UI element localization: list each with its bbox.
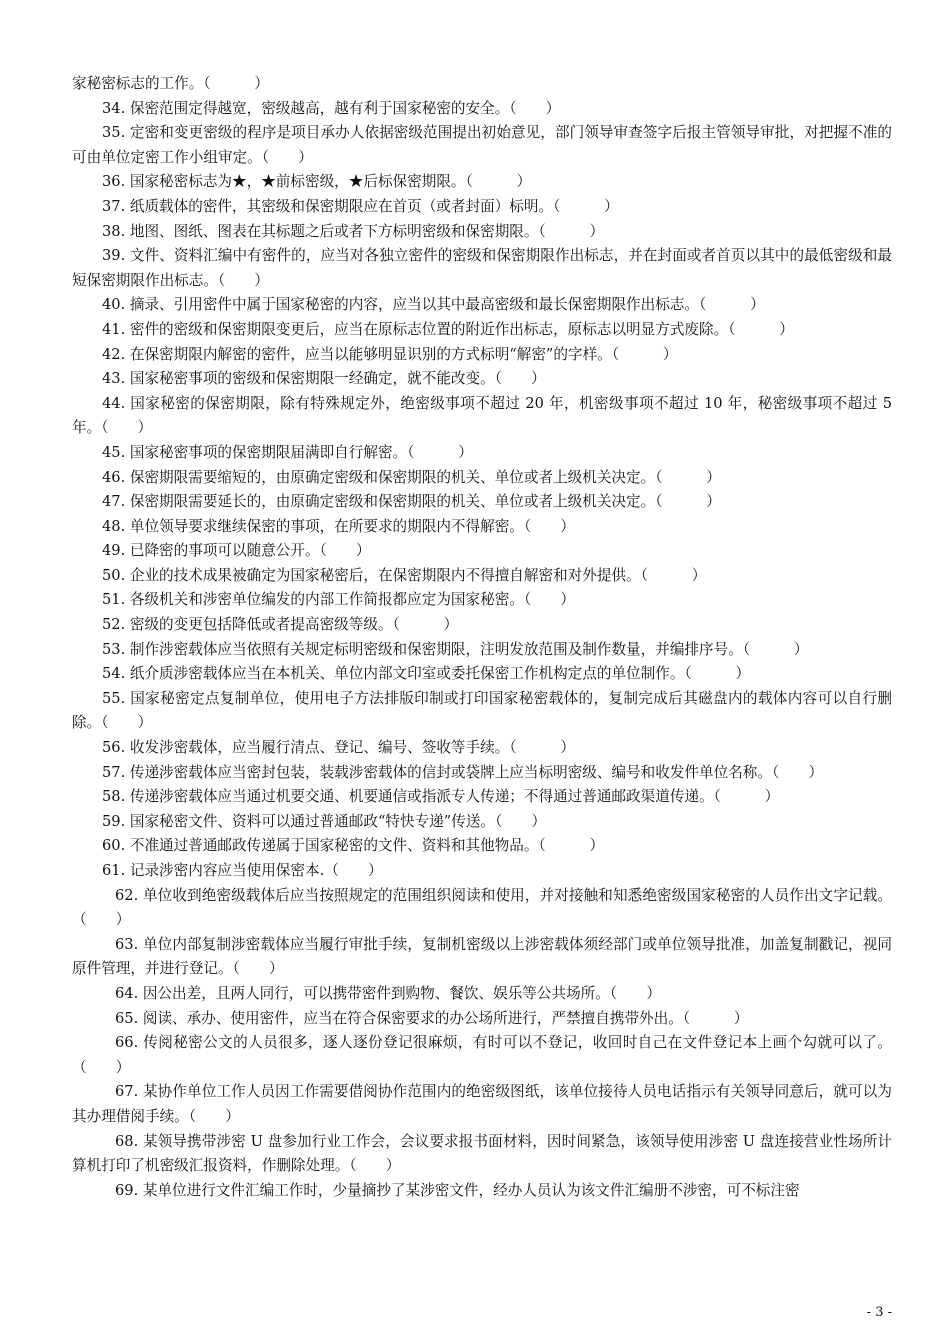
page-number: - 3 - — [866, 1305, 892, 1320]
question-66: 66. 传阅秘密公文的人员很多，逐人逐份登记很麻烦，有时可以不登记，收回时自己在文件登记本上画个勾就可以了。（ ） — [72, 1034, 892, 1076]
question-40: 40. 摘录、引用密件中属于国家秘密的内容，应当以其中最高密级和最长保密期限作出标志。（ ） — [102, 296, 765, 314]
question-68: 68. 某领导携带涉密 U 盘参加行业工作会，会议要求报书面材料，因时间紧急，该领导使用涉密 U 盘连接营业性场所计算机打印了机密级汇报资料，作删除处理。（ ） — [72, 1132, 892, 1175]
question-43: 43. 国家秘密事项的密级和保密期限一经确定，就不能改变。（ ） — [102, 370, 546, 388]
question-62: 62. 单位收到绝密级载体后应当按照规定的范围组织阅读和使用，并对接触和知悉绝密级国家秘密的人员作出文字记载。（ ） — [72, 886, 892, 929]
question-48: 48. 单位领导要求继续保密的事项，在所要求的期限内不得解密。（ ） — [102, 517, 575, 535]
question-37: 37. 纸质载体的密件，其密级和保密期限应在首页（或者封面）标明。（ ） — [102, 197, 619, 215]
question-67: 67. 某协作单位工作人员因工作需要借阅协作范围内的绝密级图纸，该单位接待人员电话指示有关领导同意后，就可以为其办理借阅手续。（ ） — [72, 1083, 892, 1125]
question-44: 44. 国家秘密的保密期限，除有特殊规定外，绝密级事项不超过 20 年，机密级事项不超过 10 年，秘密级事项不超过 5 年。（ ） — [72, 394, 892, 437]
question-35: 35. 定密和变更密级的程序是项目承办人依据密级范围提出初始意见，部门领导审查签字后报主管领导审批，对把握不准的可由单位定密工作小组审定。（ ） — [72, 124, 892, 166]
question-55: 55. 国家秘密定点复制单位，使用电子方法排版印制或打印国家秘密载体的，复制完成后其磁盘内的载体内容可以自行删除。（ ） — [72, 689, 892, 732]
question-52: 52. 密级的变更包括降低或者提高密级等级。（ ） — [102, 616, 459, 634]
question-57: 57. 传递涉密载体应当密封包装，装载涉密载体的信封或袋牌上应当标明密级、编号和收发件单位名称。（ ） — [102, 763, 824, 781]
question-58: 58. 传递涉密载体应当通过机要交通、机要通信或指派专人传递；不得通过普通邮政渠道传递。（ ） — [102, 788, 780, 806]
question-41: 41. 密件的密级和保密期限变更后，应当在原标志位置的附近作出标志，原标志以明显方式废除。（ ） — [102, 320, 794, 338]
question-36: 36. 国家秘密标志为★，★前标密级，★后标保密期限。（ ） — [102, 173, 532, 191]
question-69: 69. 某单位进行文件汇编工作时，少量摘抄了某涉密文件，经办人员认为该文件汇编册不涉密，可不标注密 — [115, 1181, 800, 1199]
question-46: 46. 保密期限需要缩短的，由原确定密级和保密期限的机关、单位或者上级机关决定。（ ） — [102, 468, 721, 486]
question-45: 45. 国家秘密事项的保密期限届满即自行解密。（ ） — [102, 443, 473, 461]
question-47: 47. 保密期限需要延长的，由原确定密级和保密期限的机关、单位或者上级机关决定。（ ） — [102, 493, 721, 511]
question-60: 60. 不准通过普通邮政传递属于国家秘密的文件、资料和其他物品。（ ） — [102, 837, 605, 855]
question-42: 42. 在保密期限内解密的密件，应当以能够明显识别的方式标明“解密”的字样。（ ） — [102, 345, 678, 363]
question-63: 63. 单位内部复制涉密载体应当履行审批手续，复制机密级以上涉密载体须经部门或单位领导批准，加盖复制戳记，视同原件管理，并进行登记。（ ） — [72, 935, 892, 978]
question-text: 家秘密标志的工作。（ ） — [72, 75, 270, 92]
question-59: 59. 国家秘密文件、资料可以通过普通邮政“特快专递”传送。（ ） — [102, 812, 547, 830]
question-34: 34. 保密范围定得越宽，密级越高，越有利于国家秘密的安全。（ ） — [102, 99, 561, 117]
question-49: 49. 已降密的事项可以随意公开。（ ） — [102, 542, 371, 560]
question-50: 50. 企业的技术成果被确定为国家秘密后，在保密期限内不得擅自解密和对外提供。（ ） — [102, 566, 707, 584]
question-56: 56. 收发涉密载体，应当履行清点、登记、编号、签收等手续。（ ） — [102, 739, 575, 757]
question-39: 39. 文件、资料汇编中有密件的，应当对各独立密件的密级和保密期限作出标志，并在封面或者首页以其中的最低密级和最短保密期限作出标志。（ ） — [72, 247, 892, 289]
question-51: 51. 各级机关和涉密单位编发的内部工作简报都应定为国家秘密。（ ） — [102, 591, 575, 609]
question-54: 54. 纸介质涉密载体应当在本机关、单位内部文印室或委托保密工作机构定点的单位制作。（ ） — [102, 665, 751, 683]
question-65: 65. 阅读、承办、使用密件，应当在符合保密要求的办公场所进行，严禁擅自携带外出。（ ） — [115, 1009, 749, 1027]
question-64: 64. 因公出差，且两人同行，可以携带密件到购物、餐饮、娱乐等公共场所。（ ） — [115, 984, 661, 1002]
question-38: 38. 地图、图纸、图表在其标题之后或者下方标明密级和保密期限。（ ） — [102, 222, 605, 240]
question-53: 53. 制作涉密载体应当依照有关规定标明密级和保密期限，注明发放范围及制作数量，并编排序号。（ ） — [102, 640, 809, 658]
question-61: 61. 记录涉密内容应当使用保密本.（ ） — [102, 862, 383, 879]
